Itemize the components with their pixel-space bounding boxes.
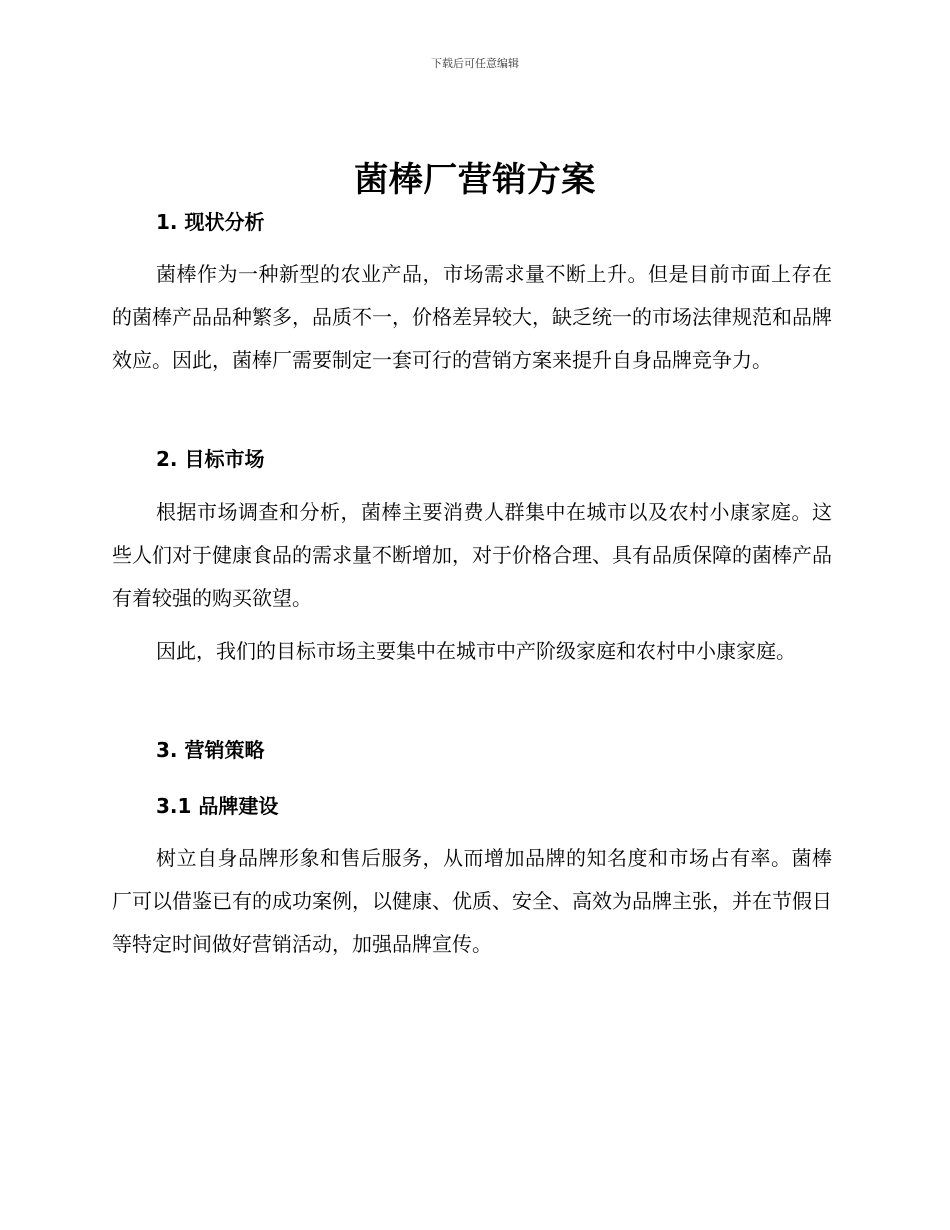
paragraph-target-market-1: 根据市场调查和分析，菌棒主要消费人群集中在城市以及农村小康家庭。这些人们对于健康食品的需求量不断增加，对于价格合理、具有品质保障的菌棒产品有着较强的购买欲望。	[112, 500, 832, 610]
paragraph-status: 菌棒作为一种新型的农业产品，市场需求量不断上升。但是目前市面上存在的菌棒产品品种繁多，品质不一，价格差异较大，缺乏统一的市场法律规范和品牌效应。因此，菌棒厂需要制定一套可行的营销方案来提升自身品牌竞争力。	[112, 262, 832, 372]
paragraph-brand-building: 树立自身品牌形象和售后服务，从而增加品牌的知名度和市场占有率。菌棒厂可以借鉴已有的成功案例，以健康、优质、安全、高效为品牌主张，并在节假日等特定时间做好营销活动，加强品牌宣传。	[112, 846, 832, 956]
section-heading-target-market: 2. 目标市场	[156, 447, 265, 471]
section-heading-strategy: 3. 营销策略	[156, 738, 265, 762]
section-heading-status: 1. 现状分析	[156, 210, 265, 234]
section-heading-brand-building: 3.1 品牌建设	[156, 794, 279, 818]
document-title: 菌棒厂营销方案	[354, 160, 596, 200]
paragraph-target-market-2: 因此，我们的目标市场主要集中在城市中产阶级家庭和农村中小康家庭。	[156, 639, 796, 663]
page-header-note: 下载后可任意编辑	[431, 57, 519, 70]
